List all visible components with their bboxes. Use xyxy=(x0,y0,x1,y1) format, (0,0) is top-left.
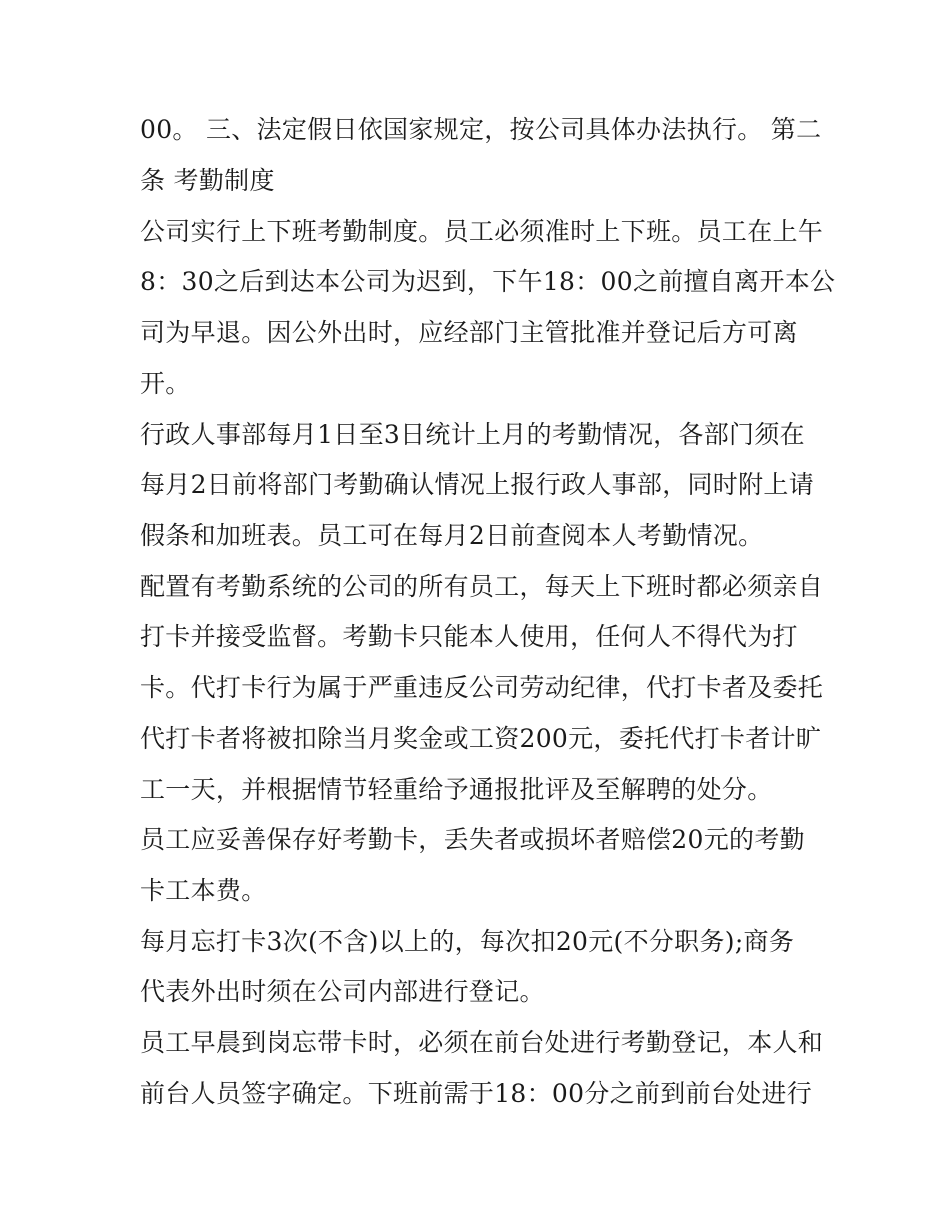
text-line: 假条和加班表。员工可在每月2日前查阅本人考勤情况。 xyxy=(140,521,764,550)
text-line: 公司实行上下班考勤制度。员工必须准时上下班。员工在上午 xyxy=(140,217,824,246)
text-line: 员工应妥善保存好考勤卡，丢失者或损坏者赔偿20元的考勤 xyxy=(140,825,805,854)
text-line: 配置有考勤系统的公司的所有员工，每天上下班时都必须亲自 xyxy=(140,572,824,601)
text-line: 员工早晨到岗忘带卡时，必须在前台处进行考勤登记，本人和 xyxy=(140,1028,824,1057)
text-line: 每月忘打卡3次(不含)以上的，每次扣20元(不分职务);商务 xyxy=(140,927,795,956)
text-line: 00。 三、法定假日依国家规定，按公司具体办法执行。 第二 xyxy=(140,115,822,144)
text-line: 8：30之后到达本公司为迟到，下午18：00之前擅自离开本公 xyxy=(140,267,836,296)
text-line: 卡工本费。 xyxy=(140,876,267,905)
text-line: 行政人事部每月1日至3日统计上月的考勤情况，各部门须在 xyxy=(140,420,805,449)
text-line: 每月2日前将部门考勤确认情况上报行政人事部，同时附上请 xyxy=(140,470,815,499)
text-line: 开。 xyxy=(140,369,191,398)
text-line: 条 考勤制度 xyxy=(140,166,275,195)
text-line: 司为早退。因公外出时，应经部门主管批准并登记后方可离 xyxy=(140,318,798,347)
text-line: 前台人员签字确定。下班前需于18：00分之前到前台处进行 xyxy=(140,1079,813,1108)
text-line: 打卡并接受监督。考勤卡只能本人使用，任何人不得代为打 xyxy=(140,622,798,651)
text-line: 代表外出时须在公司内部进行登记。 xyxy=(140,977,545,1006)
text-line: 代打卡者将被扣除当月奖金或工资200元，委托代打卡者计旷 xyxy=(140,724,822,753)
text-line: 工一天，并根据情节轻重给予通报批评及至解聘的处分。 xyxy=(140,775,773,804)
text-line: 卡。代打卡行为属于严重违反公司劳动纪律，代打卡者及委托 xyxy=(140,673,824,702)
